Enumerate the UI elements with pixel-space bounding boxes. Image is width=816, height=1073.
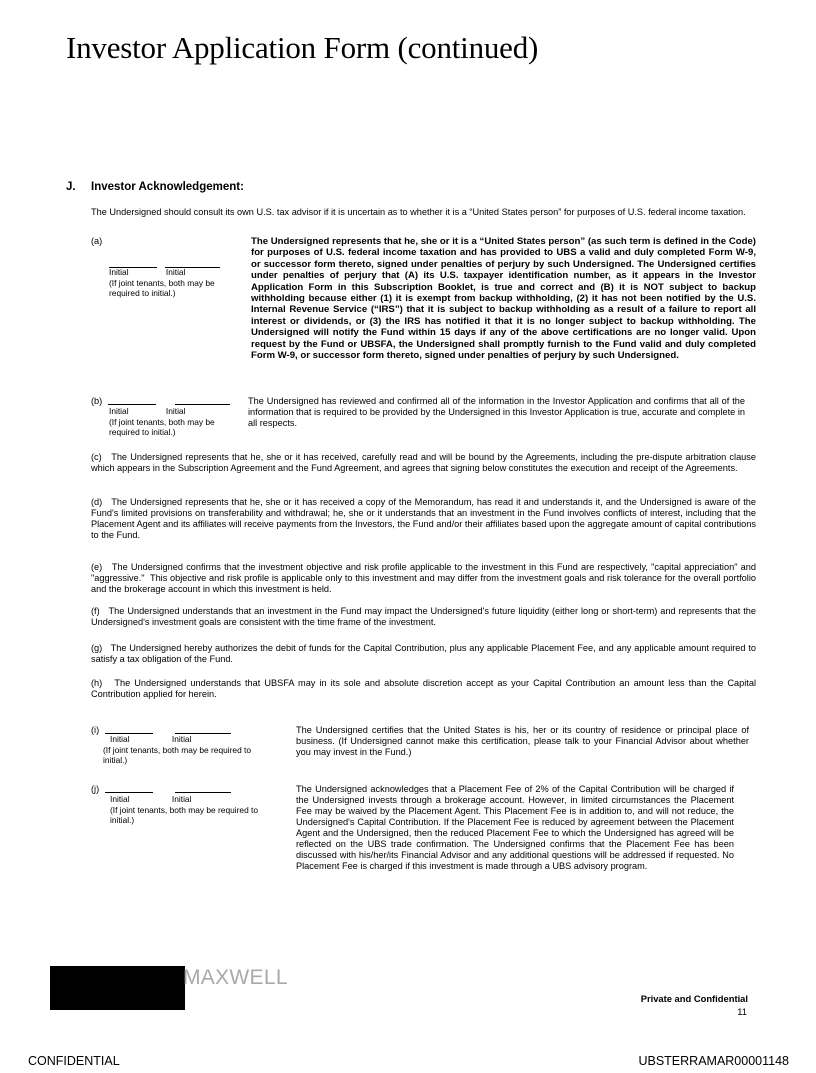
item-i-initial-blank-1[interactable] [105,724,153,734]
item-e-text: (e) The Undersigned confirms that the investment objective and risk profile applicable to the investment in this Fund are respectively, "capital appreciation" and "aggressive." This objective and risk profile is applicable only to this investment and may differ from the investment goals and risk tolerance for the overall portfolio and the brokerage account in which this investment is held. [91,562,756,594]
initial-label: Initial [165,406,186,416]
item-j-initial-blank-1[interactable] [105,783,153,793]
initial-label: Initial [165,267,186,277]
item-i-marker: (i) [91,725,100,735]
item-b-joint-note: (If joint tenants, both may be required to initial.) [109,417,215,437]
item-j-marker: (j) [91,784,100,794]
item-g-text: (g) The Undersigned hereby authorizes the debit of funds for the Capital Contribution, plus any applicable Placement Fee, and any applicable amount required to satisfy a tax obligation of the Fund. [91,643,756,664]
item-j-initial-lines [105,783,231,793]
section-intro: The Undersigned should consult its own U.S. tax advisor if it is uncertain as to whether it is a “United States person” for purposes of U.S. federal income taxation. [91,207,746,217]
initial-label: Initial [171,734,192,744]
item-a-initial-labels [109,268,185,278]
item-h-text: (h) The Undersigned understands that UBSFA may in its sole and absolute discretion accept as your Capital Contribution an amount less than the Capital Contribution applied for herein. [91,678,756,699]
item-j-initial-blank-2[interactable] [175,783,231,793]
item-b-marker: (b) [91,396,103,406]
item-c-text: (c) The Undersigned represents that he, she or it has received, carefully read and will be bound by the Agreements, including the pre-dispute arbitration clause which appears in the Subscription Agreement and the Fund Agreement, and agrees that signing below constitutes the execution and receipt of the Agreements. [91,452,756,473]
item-b-initial-blank-1[interactable] [108,395,156,405]
page-title: Investor Application Form (continued) [66,30,539,65]
item-i-initial-lines [105,724,231,734]
initial-label: Initial [110,734,130,744]
item-j-text: The Undersigned acknowledges that a Placement Fee of 2% of the Capital Contribution will be charged if the Undersigned invests through a brokerage account. However, in limited circumstances the Placement Fee may be waived by the Placement Agent. This Placement Fee is in addition to, and will not reduce, the Undersigned's Capital Contribution. If the Placement Fee is reduced by agreement between the Placement Agent and the Undersigned, then the reduced Placement Fee to which the Undersigned has agreed will be reflected on the UBS trade confirmation. The Undersigned confirms that the Placement Fee has been discussed with his/her/its Financial Advisor and any additional questions will be addressed if requested. No Placement Fee is charged if this investment is made through a UBS advisory program. [296,784,734,871]
maxwell-stamp: MAXWELL [183,966,288,989]
section-heading [66,181,244,193]
section-title: Investor Acknowledgement: [91,181,244,193]
item-a-joint-note: (If joint tenants, both may be required to initial.) [109,278,215,298]
item-a-text: The Undersigned represents that he, she or it is a “United States person” (as such term is defined in the Code) for purposes of U.S. federal income taxation and has provided to UBS a valid and duly completed Form W-9, or successor form thereto, signed under penalties of perjury by such Undersigned. The Undersigned certifies under penalties of perjury that (A) its U.S. taxpayer identification number, as it appears in the Investor Application Form in this Subscription Booklet, is true and correct and (B) it is NOT subject to backup withholding because either (1) it is exempt from backup withholding, (2) it has not been notified by the U.S. Internal Revenue Service (“IRS”) that it is subject to backup withholding as a result of a failure to report all interest or dividends, or (3) the IRS has notified it that it is no longer subject to backup withholding. The Undersigned will notify the Fund within 15 days if any of the above certifications are no longer valid. Upon request by the Fund or UBSFA, the Undersigned shall promptly furnish to the Fund valid and duly completed Form W-9, or successor form thereto, signed under penalties of perjury by such Undersigned. [251,236,756,362]
item-j-initial-labels [110,795,191,805]
item-i-text: The Undersigned certifies that the United States is his, her or its country of residence or principal place of business. (If Undersigned cannot make this certification, please talk to your Financial Advisor about whether you may invest in the Fund.) [296,725,749,757]
item-i-joint-note: (If joint tenants, both may be required to initial.) [103,745,252,765]
item-d-text: (d) The Undersigned represents that he, she or it has received a copy of the Memorandum, has read it and understands it, and the Undersigned is aware of the Fund's limited provisions on transferability and withdrawal; he, she or it understands that an investment in the Fund involves conflicts of interest, including that the Placement Agent and its affiliates will receive payments from the Investors, the Fund and/or their affiliates based upon the aggregate amount of capital contributions to the Fund. [91,497,756,540]
item-b-initial-labels [109,407,185,417]
item-j-joint-note: (If joint tenants, both may be required to initial.) [110,805,259,825]
item-a-marker: (a) [91,236,103,246]
page-number: 11 [737,1006,747,1017]
initial-label: Initial [171,794,192,804]
redaction-box [50,966,185,1010]
item-i-initial-blank-2[interactable] [175,724,231,734]
initial-label: Initial [109,406,129,416]
item-i-initial-labels [110,735,191,745]
item-b-text: The Undersigned has reviewed and confirmed all of the information in the Investor Application and confirms that all of the information that is required to be provided by the Undersigned in this Investor Application is true, accurate and complete in all respects. [248,396,745,428]
item-b-initial-blank-2[interactable] [175,395,230,405]
initial-label: Initial [110,794,130,804]
private-confidential-label: Private and Confidential [640,993,748,1004]
item-f-text: (f) The Undersigned understands that an investment in the Fund may impact the Undersigned's future liquidity (either long or short-term) and represents that the Undersigned's investment goals are consistent with the time frame of the investment. [91,606,756,627]
section-letter: J. [66,181,76,193]
confidential-label: CONFIDENTIAL [28,1054,120,1068]
initial-label: Initial [109,267,129,277]
item-b-initial-lines [108,395,230,405]
bates-number: UBSTERRAMAR00001148 [638,1054,789,1068]
